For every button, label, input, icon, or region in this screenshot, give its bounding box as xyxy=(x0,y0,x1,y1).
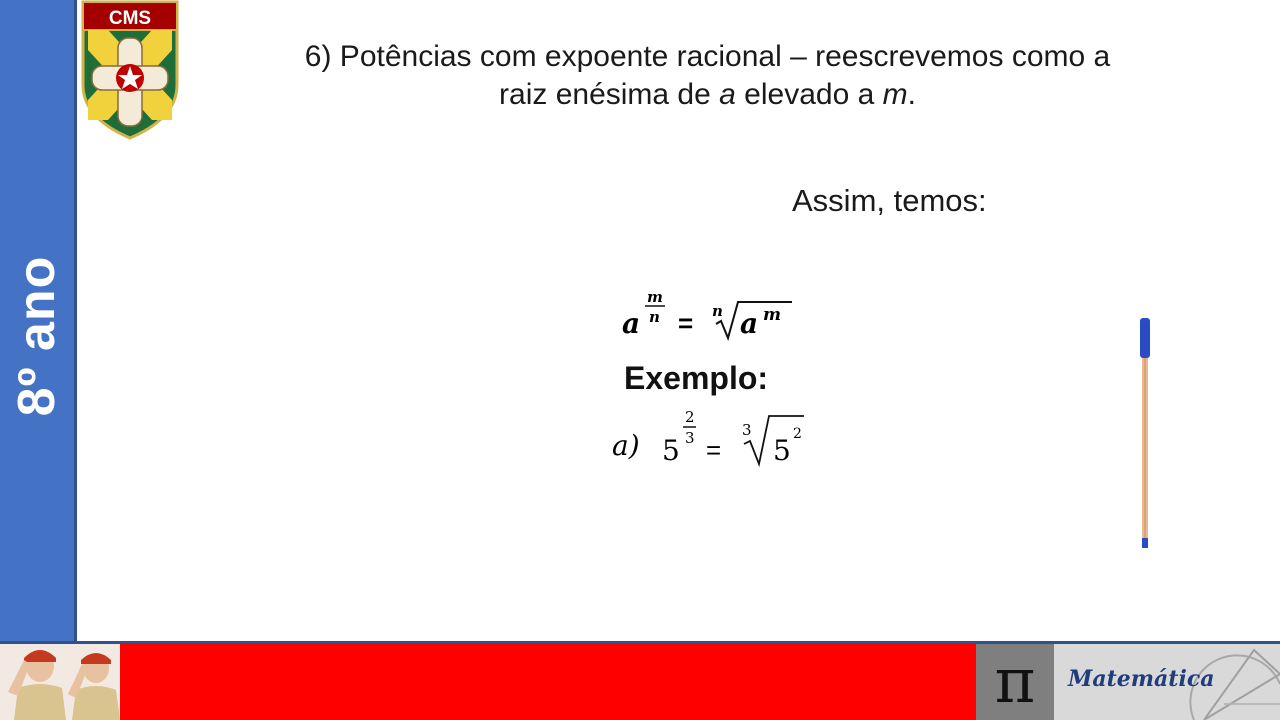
formula-radicand-base: a xyxy=(740,307,759,340)
example-root-index: 3 xyxy=(742,421,752,439)
students-saluting-icon xyxy=(0,644,120,720)
example-label: a) xyxy=(612,429,640,462)
example-base: 5 xyxy=(662,434,680,467)
title-line-1: 6) Potências com expoente racional – reescrevemos como a xyxy=(304,40,1111,73)
general-formula xyxy=(620,286,810,346)
pencil-icon xyxy=(1135,318,1155,550)
school-crest-icon xyxy=(80,0,180,140)
footer-subject-panel xyxy=(1054,644,1280,720)
pi-icon: π xyxy=(994,644,1036,717)
formula-base: a xyxy=(622,307,641,340)
formula-root-index: n xyxy=(712,302,723,320)
footer-bar xyxy=(120,644,976,720)
footer-pi-panel xyxy=(976,644,1054,720)
example-heading: Exemplo: xyxy=(624,360,769,396)
crest-text: CMS xyxy=(108,8,152,29)
example-exp-den: 3 xyxy=(685,429,695,447)
formula-equals: = xyxy=(678,308,694,338)
formula-radicand-exp: m xyxy=(763,305,781,325)
grade-label: 8º ano xyxy=(8,255,66,417)
example-equals: = xyxy=(706,435,722,465)
subject-label: Matemática xyxy=(1068,666,1215,692)
slide-title: 6) Potências com expoente racional – reescrevemos como a raiz enésima de a elevado a m. xyxy=(304,40,1111,111)
sidebar-border xyxy=(74,0,77,642)
intro-text: Assim, temos: xyxy=(792,183,987,218)
example-radicand-exp: 2 xyxy=(793,426,802,442)
formula-exp-den: n xyxy=(649,308,660,326)
example-exp-num: 2 xyxy=(685,408,695,426)
formula-exp-num: m xyxy=(647,288,663,306)
footer-students-image xyxy=(0,644,120,720)
example-a xyxy=(610,408,820,470)
example-radicand-base: 5 xyxy=(773,434,791,467)
